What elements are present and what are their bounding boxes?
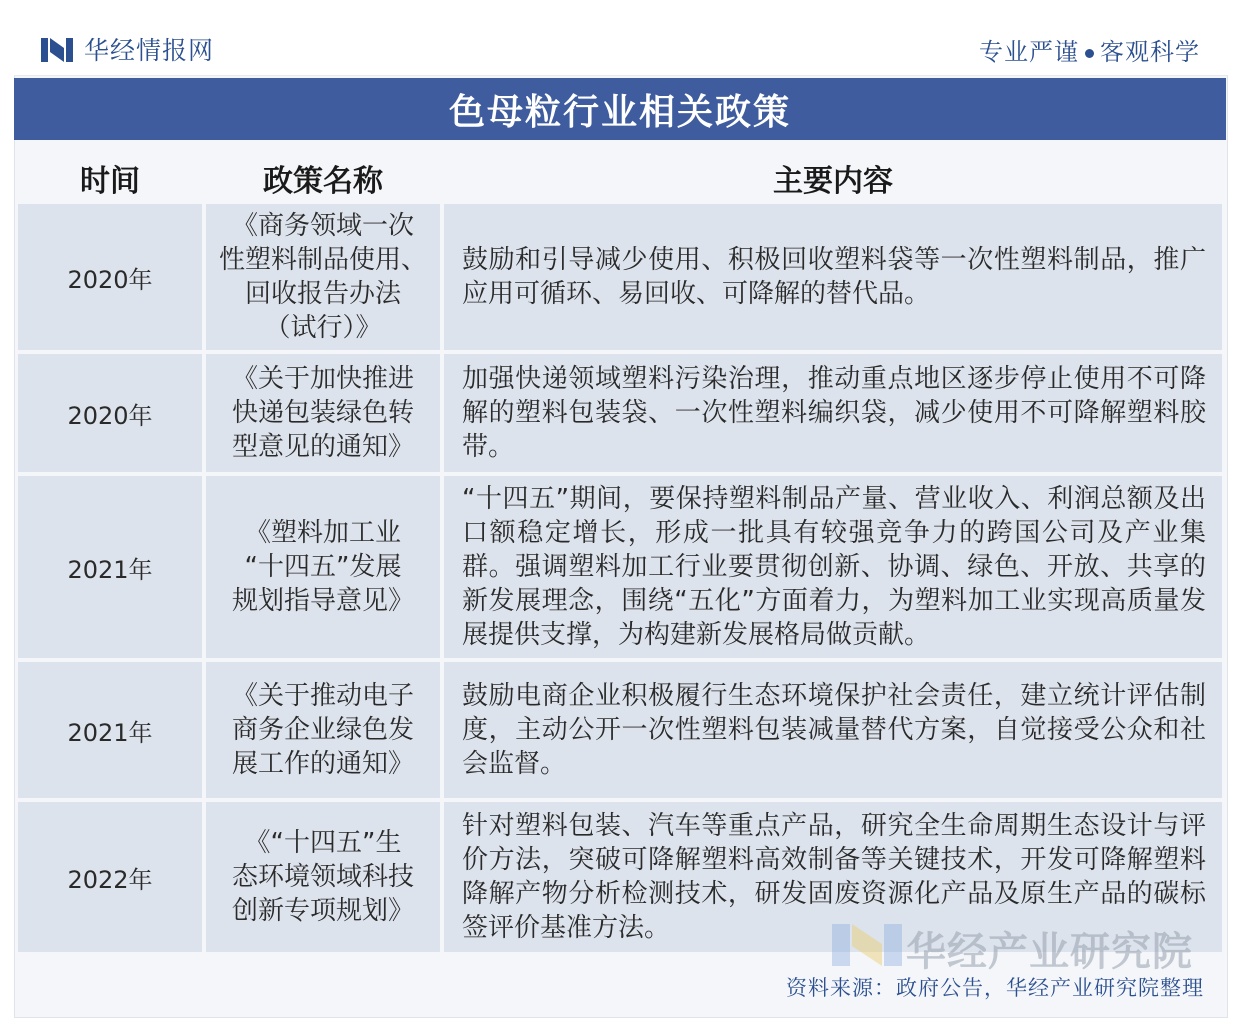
row-3-content bbox=[444, 476, 1222, 658]
logo-icon bbox=[40, 34, 74, 64]
row-1-policy-name: 《商务领域一次 性塑料制品使用、 回收报告办法 （试行）》 bbox=[206, 204, 440, 350]
watermark-text: 华经产业研究院 bbox=[906, 929, 1193, 975]
row-2-policy-name: 《关于加快推进 快递包装绿色转 型意见的通知》 bbox=[206, 354, 440, 472]
row-2-content bbox=[444, 354, 1222, 472]
column-header-content: 主要内容 bbox=[773, 164, 893, 199]
column-header-time: 时间 bbox=[80, 164, 140, 199]
row-4-policy-name: 《关于推动电子 商务企业绿色发 展工作的通知》 bbox=[206, 662, 440, 798]
row-2-time: 2020年 bbox=[18, 354, 202, 472]
logo-text: 华经情报网 bbox=[84, 36, 215, 65]
row-1-time: 2020年 bbox=[18, 204, 202, 350]
row-1-content-text: 鼓励和引导减少使用、积极回收塑料袋等一次性塑料制品，推广应用可循环、易回收、可降解的替代品。 bbox=[462, 245, 1206, 309]
row-3-policy-name: 《塑料加工业 “十四五”发展 规划指导意见》 bbox=[206, 476, 440, 658]
column-header-policy-name: 政策名称 bbox=[263, 164, 383, 199]
page-title: 色母粒行业相关政策 bbox=[14, 78, 1226, 140]
row-4-content-text: 鼓励电商企业积极履行生态环境保护社会责任，建立统计评估制度，主动公开一次性塑料包装减量替代方案，自觉接受公众和社会监督。 bbox=[462, 681, 1206, 779]
slogan-left: 专业严谨 bbox=[979, 38, 1079, 66]
bullet-dot-icon bbox=[1085, 49, 1094, 58]
slogan bbox=[979, 32, 1200, 67]
row-3-content-text: “十四五”期间，要保持塑料制品产量、营业收入、利润总额及出口额稳定增长，形成一批具有较强竞争力的跨国公司及产业集群。强调塑料加工行业要贯彻创新、协调、绿色、开放、共享的新发展理念，围绕“五化”方面着力，为塑料加工业实现高质量发展提供支撑，为构建新发展格局做贡献。 bbox=[462, 484, 1206, 650]
row-2-content-text: 加强快递领域塑料污染治理，推动重点地区逐步停止使用不可降解的塑料包装袋、一次性塑料编织袋，减少使用不可降解塑料胶带。 bbox=[462, 364, 1206, 462]
row-1-content bbox=[444, 204, 1222, 350]
row-5-policy-name: 《“十四五”生 态环境领域科技 创新专项规划》 bbox=[206, 802, 440, 952]
row-3-time: 2021年 bbox=[18, 476, 202, 658]
row-4-content bbox=[444, 662, 1222, 798]
row-5-time: 2022年 bbox=[18, 802, 202, 952]
row-5-content-text: 针对塑料包装、汽车等重点产品，研究全生命周期生态设计与评价方法，突破可降解塑料高效制备等关键技术，开发可降解塑料降解产物分析检测技术，研发固废资源化产品及原生产品的碳标签评价基准方法。 bbox=[462, 811, 1206, 943]
source-note: 资料来源：政府公告，华经产业研究院整理 bbox=[786, 976, 1204, 1000]
row-4-time: 2021年 bbox=[18, 662, 202, 798]
slogan-right: 客观科学 bbox=[1100, 38, 1200, 66]
